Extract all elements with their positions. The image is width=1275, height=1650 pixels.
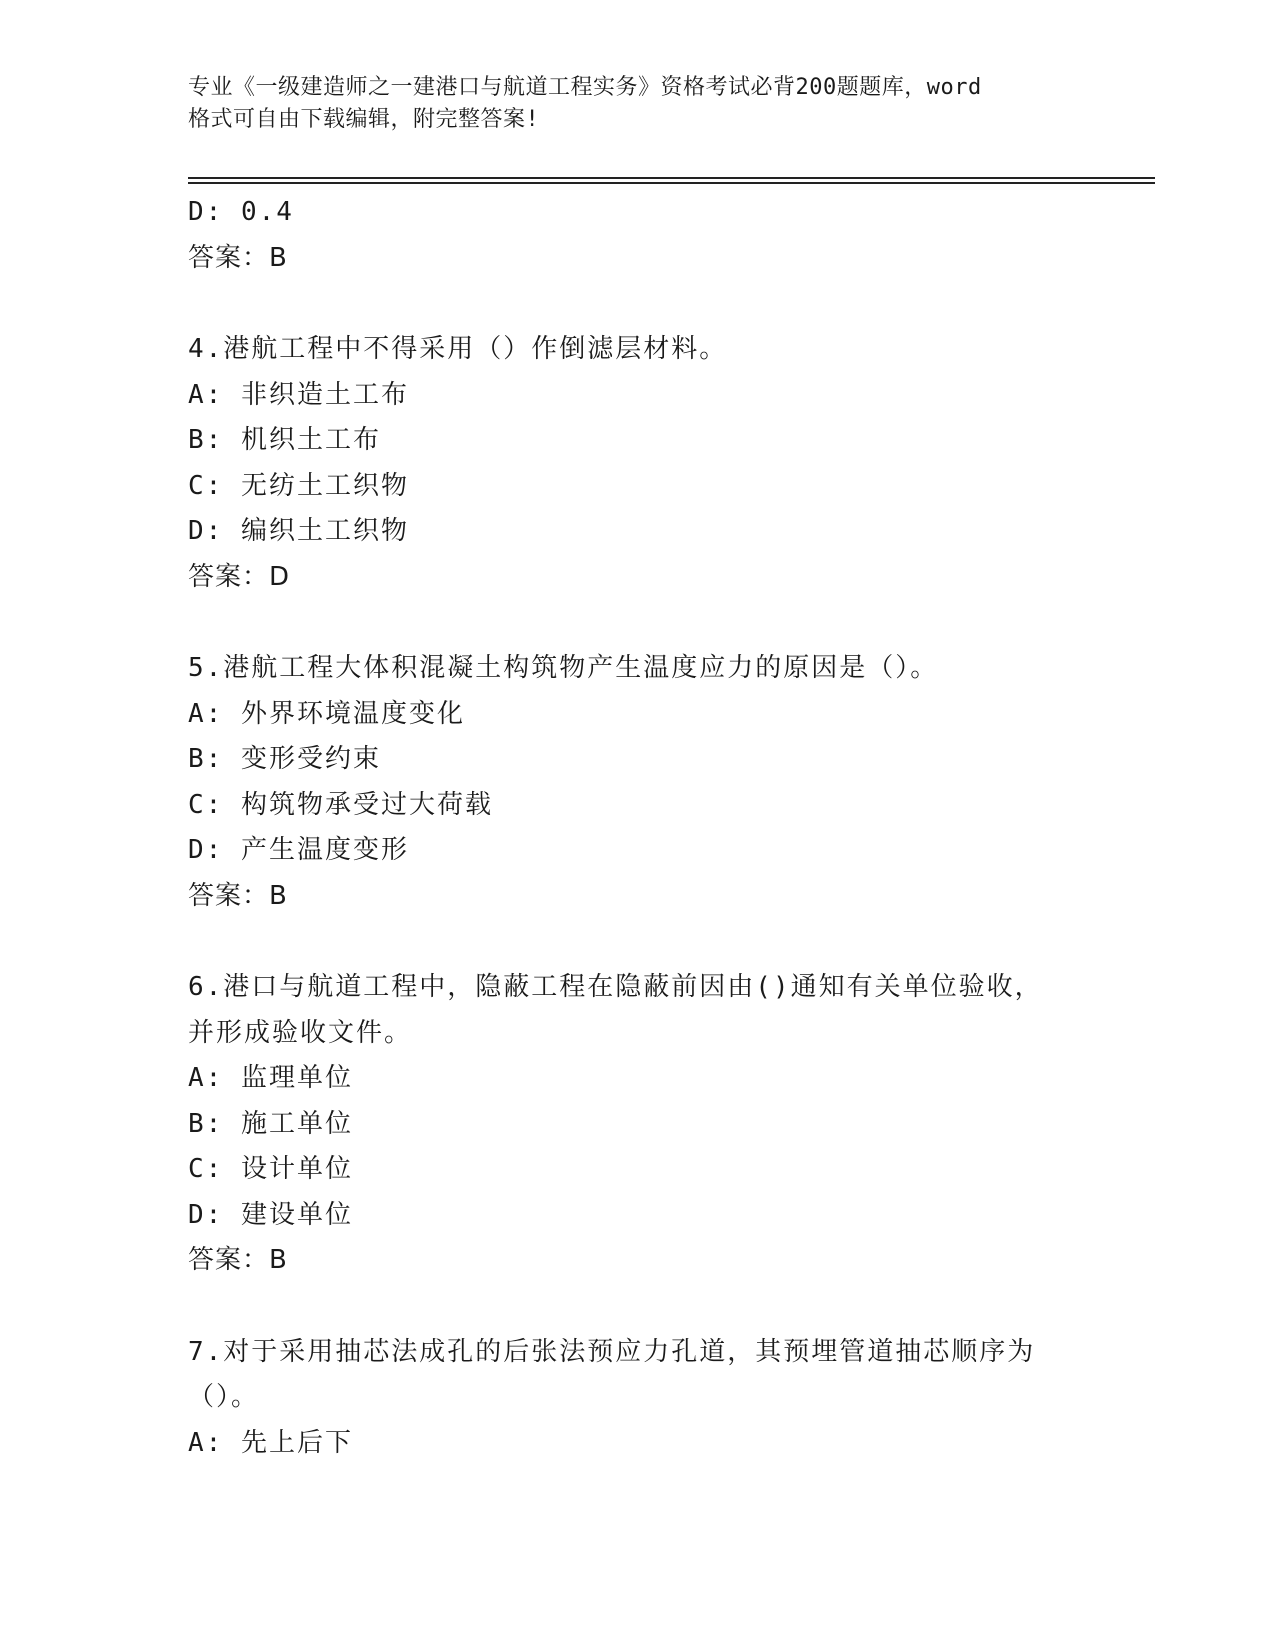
page-header: 专业《一级建造师之一建港口与航道工程实务》资格考试必背200题题库，word 格式可自由下载编辑，附完整答案!: [188, 75, 982, 132]
question-stem-line-2: （）。: [188, 1382, 260, 1412]
option-c: C: 设计单位: [188, 1154, 353, 1184]
question-6: [188, 965, 1088, 1284]
answer: 答案：D: [188, 561, 291, 592]
answer: 答案：B: [188, 880, 288, 911]
option-a: A: 先上后下: [188, 1427, 353, 1458]
question-4: [188, 327, 1088, 600]
question-stem: 4.港航工程中不得采用（）作倒滤层材料。: [188, 334, 728, 364]
question-stem-line-1: 7.对于采用抽芯法成孔的后张法预应力孔道，其预埋管道抽芯顺序为: [188, 1336, 1036, 1367]
question-content: [188, 190, 1088, 1466]
answer: 答案：B: [188, 242, 288, 273]
header-divider-bottom: [188, 182, 1155, 184]
option-d: D: 建设单位: [188, 1199, 353, 1230]
answer: 答案：B: [188, 1245, 288, 1275]
question-stem-line-2: 并形成验收文件。: [188, 1017, 413, 1048]
question-7: [188, 1330, 1088, 1467]
option-b: B: 施工单位: [188, 1108, 353, 1139]
spacer: [188, 919, 1088, 965]
option-a: A: 非织造土工布: [188, 379, 409, 410]
option-c: C: 无纺土工织物: [188, 470, 409, 501]
option-a: A: 外界环境温度变化: [188, 698, 465, 729]
option-d: D: 产生温度变形: [188, 835, 409, 865]
spacer: [188, 281, 1088, 327]
question-3-fragment: [188, 190, 1088, 281]
option-b: B: 变形受约束: [188, 744, 381, 774]
option-c: C: 构筑物承受过大荷载: [188, 789, 493, 820]
option-b: B: 机织土工布: [188, 425, 381, 455]
question-5: [188, 646, 1088, 919]
option-d: D: 0.4: [188, 197, 294, 227]
question-stem-line-1: 6.港口与航道工程中，隐蔽工程在隐蔽前因由()通知有关单位验收，: [188, 972, 1043, 1002]
spacer: [188, 1284, 1088, 1330]
spacer: [188, 600, 1088, 646]
header-divider-top: [188, 177, 1155, 179]
option-a: A: 监理单位: [188, 1063, 353, 1093]
question-stem: 5.港航工程大体积混凝土构筑物产生温度应力的原因是（）。: [188, 653, 939, 683]
option-d: D: 编织土工织物: [188, 516, 409, 546]
